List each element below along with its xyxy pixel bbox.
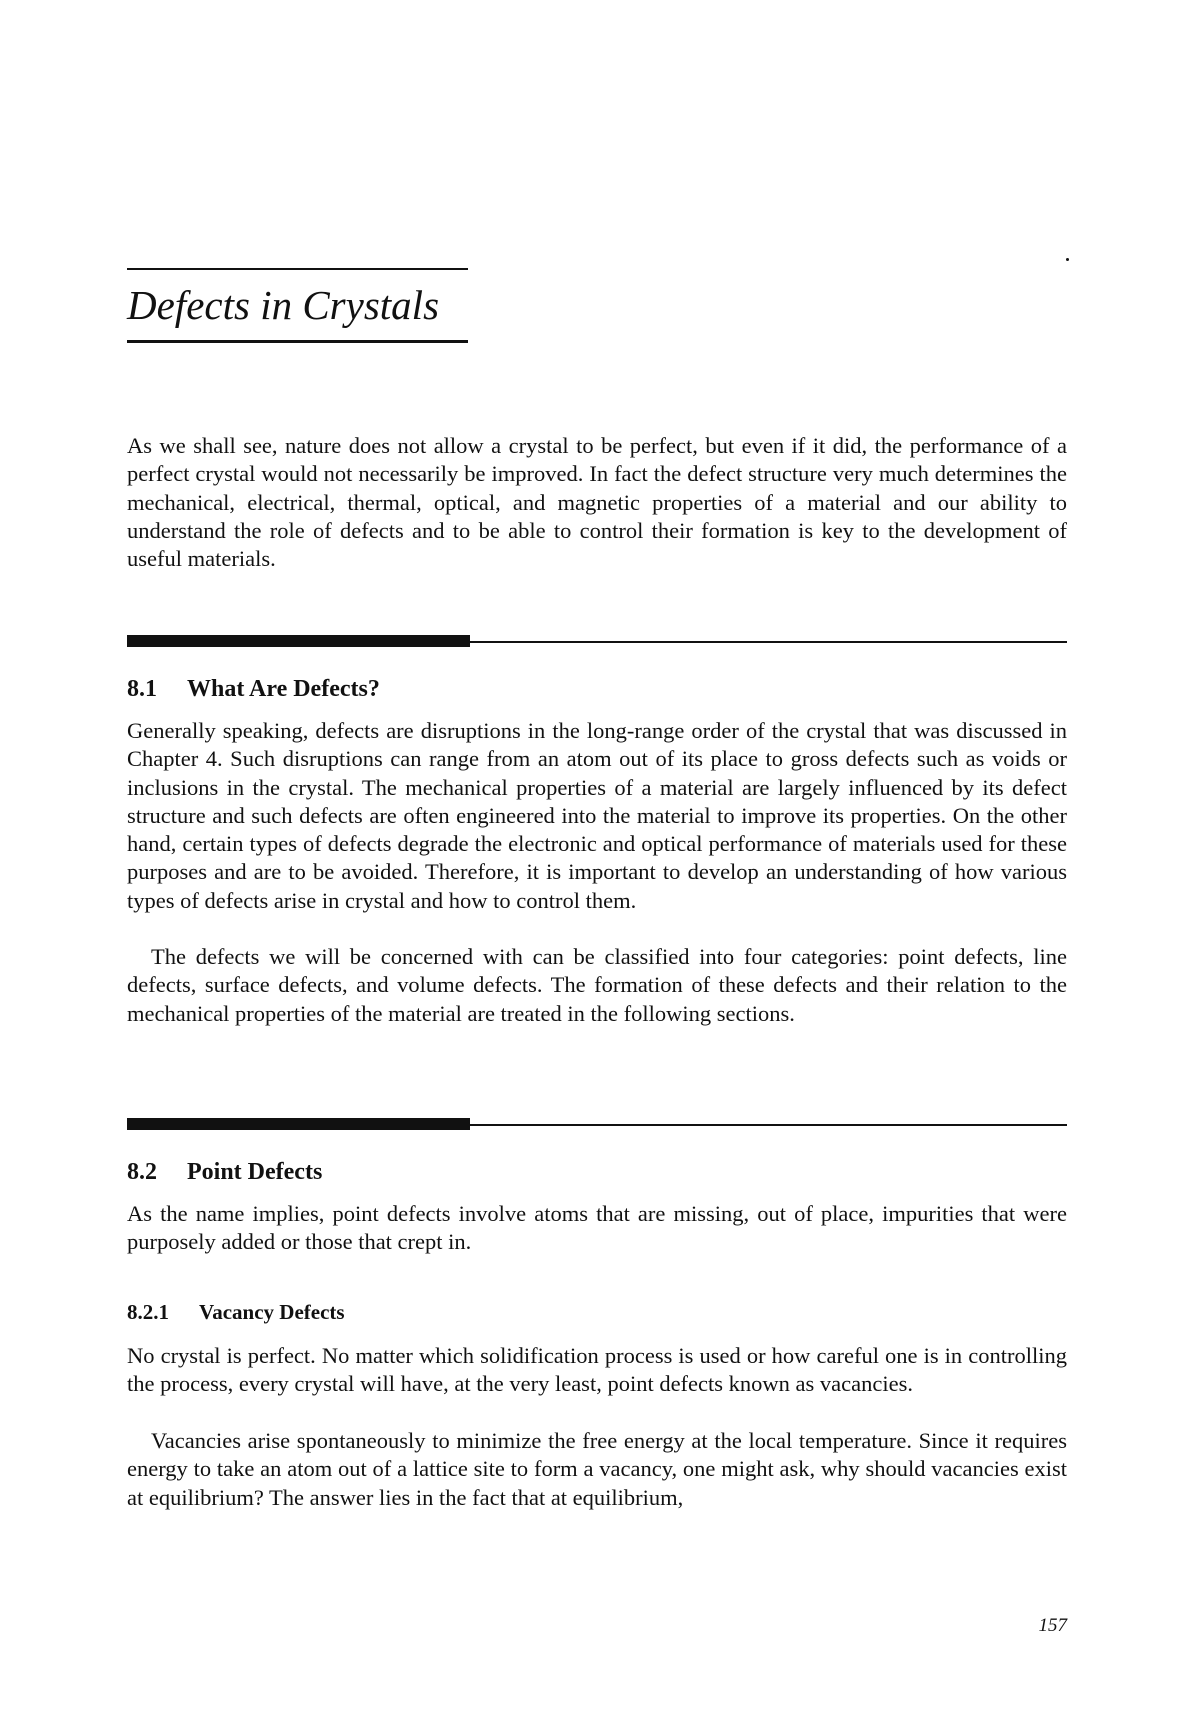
subsection-8-2-1-paragraph-2: Vacancies arise spontaneously to minimize the free energy at the local temperature. Since it requires energy to take an atom out of a lattice site to form a vacancy, one might ask, why should vacancies exist at equilibrium? The answer lies in the fact that at equilibrium, <box>127 1428 1067 1510</box>
section-heading-8-1 <box>127 674 380 704</box>
section-title: Point Defects <box>187 1159 323 1185</box>
margin-mark <box>1066 258 1069 261</box>
section-number: 8.1 <box>127 676 157 702</box>
section-rule <box>127 1118 1067 1130</box>
chapter-title: Defects in Crystals <box>127 282 440 328</box>
subsection-title: Vacancy Defects <box>199 1300 345 1324</box>
section-rule <box>127 635 1067 647</box>
section-title: What Are Defects? <box>187 676 380 702</box>
chapter-title-rule-bottom <box>127 340 468 343</box>
section-8-2-paragraph-1: As the name implies, point defects involve atoms that are missing, out of place, impurities that were purposely added or those that crept in. <box>127 1201 1067 1255</box>
section-heading-8-2 <box>127 1157 322 1187</box>
subsection-number: 8.2.1 <box>127 1300 169 1324</box>
subsection-8-2-1-paragraph-1: No crystal is perfect. No matter which solidification process is used or how careful one is in controlling the process, every crystal will have, at the very least, point defects known as vacancies. <box>127 1343 1067 1397</box>
page-number: 157 <box>1038 1615 1067 1636</box>
chapter-intro-paragraph: As we shall see, nature does not allow a crystal to be perfect, but even if it did, the performance of a perfect crystal would not necessarily be improved. In fact the defect structure very much determines the mechanical, electrical, thermal, optical, and magnetic properties of a material and our ability to understand the role of defects and to be able to control their formation is key to the development of useful materials. <box>127 433 1067 572</box>
subsection-heading-8-2-1 <box>127 1298 345 1326</box>
section-8-1-paragraph-2: The defects we will be concerned with can be classified into four categories: point defects, line defects, surface defects, and volume defects. The formation of these defects and their relation to the mechanical properties of the material are treated in the following sections. <box>127 944 1067 1026</box>
section-8-1-paragraph-1: Generally speaking, defects are disruptions in the long-range order of the crystal that was discussed in Chapter 4. Such disruptions can range from an atom out of its place to gross defects such as voids or inclusions in the crystal. The mechanical properties of a material are largely influenced by its defect structure and such defects are often engineered into the material to improve its properties. On the other hand, certain types of defects degrade the electronic and optical performance of materials used for these purposes and are to be avoided. Therefore, it is important to develop an understanding of how various types of defects arise in crystal and how to control them. <box>127 718 1067 913</box>
section-number: 8.2 <box>127 1159 157 1185</box>
chapter-title-rule-top <box>127 268 468 270</box>
